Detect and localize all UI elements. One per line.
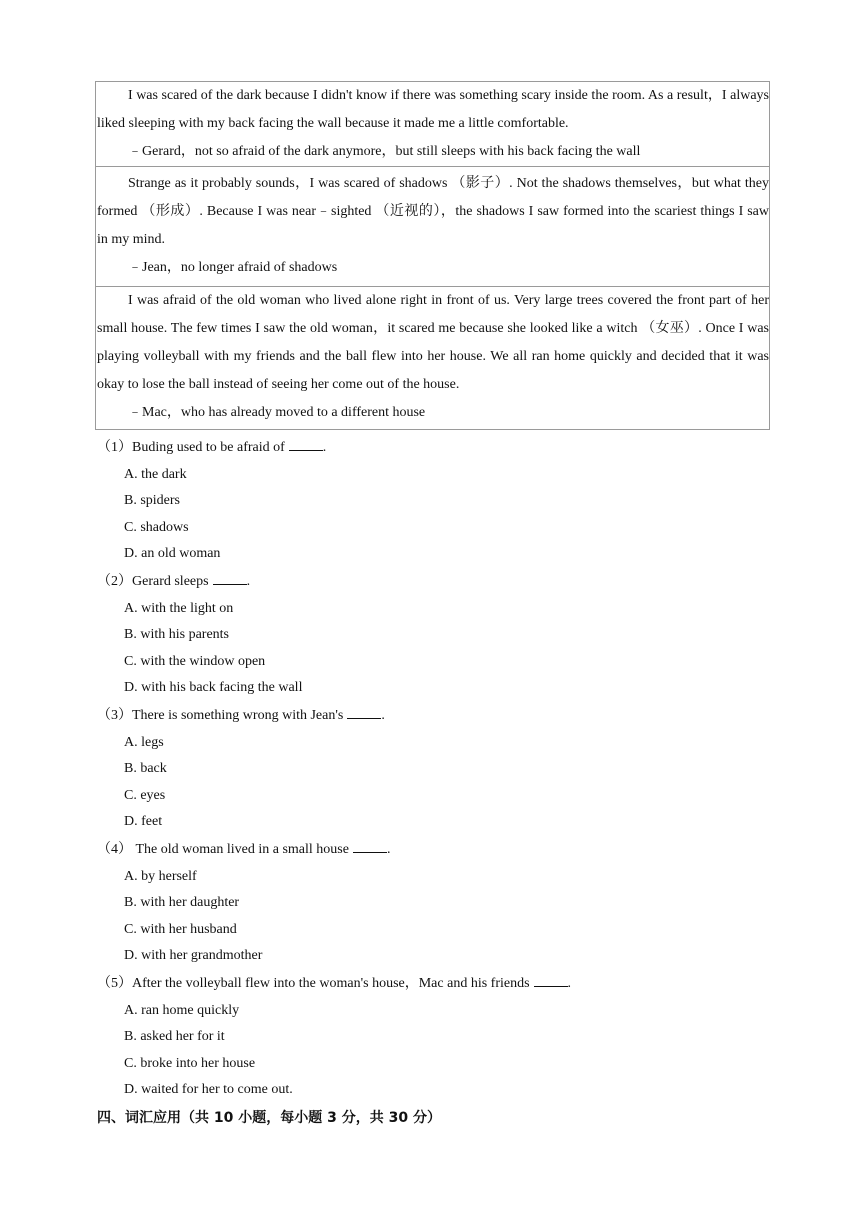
question-2	[97, 568, 777, 701]
section-heading: 四、词汇应用（共 10 小题，每小题 3 分，共 30 分）	[97, 1110, 441, 1126]
question-5	[97, 970, 777, 1103]
option-d[interactable]: D. waited for her to come out.	[124, 1081, 293, 1097]
option-b[interactable]: B. with her daughter	[124, 895, 240, 911]
option-d[interactable]: D. with his back facing the wall	[124, 679, 303, 695]
option-a[interactable]: A. by herself	[124, 869, 197, 884]
option-b[interactable]: B. asked her for it	[124, 1029, 225, 1045]
answer-blank[interactable]	[534, 974, 568, 987]
question-4	[97, 836, 777, 969]
option-b[interactable]: B. with his parents	[124, 627, 229, 643]
option-a[interactable]: A. the dark	[124, 467, 187, 482]
option-a[interactable]: A. with the light on	[124, 601, 234, 616]
question-end: .	[246, 574, 251, 589]
question-end: .	[567, 976, 572, 991]
question-stem	[97, 836, 777, 864]
option-d[interactable]: D. with her grandmother	[124, 947, 263, 963]
question-stem	[97, 970, 777, 998]
answer-blank[interactable]	[353, 840, 387, 853]
passage-signature: ﹣Gerard，not so afraid of the dark anymore，but still sleeps with his back facing the wall	[128, 144, 641, 159]
passage-paragraph: I was scared of the dark because I didn't know if there was something scary inside the room. As a result，I always liked sleeping with my back facing the wall because it made me a little comfortable.	[97, 88, 769, 131]
question-stem	[97, 702, 777, 730]
passage-cell-jean	[96, 166, 769, 286]
answer-blank[interactable]	[213, 572, 247, 585]
question-text: （3）There is something wrong with Jean's	[97, 708, 344, 723]
question-text: （2）Gerard sleeps	[97, 574, 209, 589]
answer-blank[interactable]	[289, 438, 323, 451]
option-b[interactable]: B. spiders	[124, 493, 180, 509]
passage-cell-gerard	[96, 82, 769, 166]
option-c[interactable]: C. shadows	[124, 519, 189, 535]
answer-blank[interactable]	[347, 706, 381, 719]
option-d[interactable]: D. feet	[124, 813, 163, 829]
question-1	[97, 434, 777, 567]
option-d[interactable]: D. an old woman	[124, 545, 221, 561]
option-b[interactable]: B. back	[124, 761, 167, 777]
passage-signature: ﹣Mac，who has already moved to a different house	[128, 405, 426, 420]
option-a[interactable]: A. legs	[124, 735, 164, 750]
question-text: （5）After the volleyball flew into the woman's house，Mac and his friends	[97, 976, 530, 991]
question-end: .	[381, 708, 385, 723]
question-stem	[97, 568, 777, 596]
option-c[interactable]: C. with her husband	[124, 921, 237, 937]
passage-cell-mac	[96, 286, 769, 429]
question-end: .	[322, 440, 327, 455]
passage-paragraph: Strange as it probably sounds，I was scared of shadows （影子）. Not the shadows themselves，but what they formed （形成）. Because I was near﹣sighted （近视的），the shadows I saw formed into the scariest things I saw in my mind.	[97, 176, 769, 247]
passage-paragraph: I was afraid of the old woman who lived alone right in front of us. Very large trees covered the front part of her small house. The few times I saw the old woman，it scared me because she looked like a witch （女巫）. Once I was playing volleyball with my friends and the ball flew into her house. We all ran home quickly and decided that it was okay to lose the ball instead of seeing her come out of the house.	[97, 293, 769, 392]
option-c[interactable]: C. eyes	[124, 787, 166, 803]
question-text: （4） The old woman lived in a small house	[97, 842, 349, 857]
option-c[interactable]: C. broke into her house	[124, 1055, 256, 1071]
passage-table	[95, 81, 770, 430]
passage-signature: ﹣Jean，no longer afraid of shadows	[128, 260, 338, 275]
question-3	[97, 702, 777, 835]
question-stem	[97, 434, 777, 462]
question-end: .	[386, 842, 391, 857]
option-c[interactable]: C. with the window open	[124, 653, 266, 669]
option-a[interactable]: A. ran home quickly	[124, 1003, 240, 1018]
question-text: （1）Buding used to be afraid of	[97, 440, 285, 455]
